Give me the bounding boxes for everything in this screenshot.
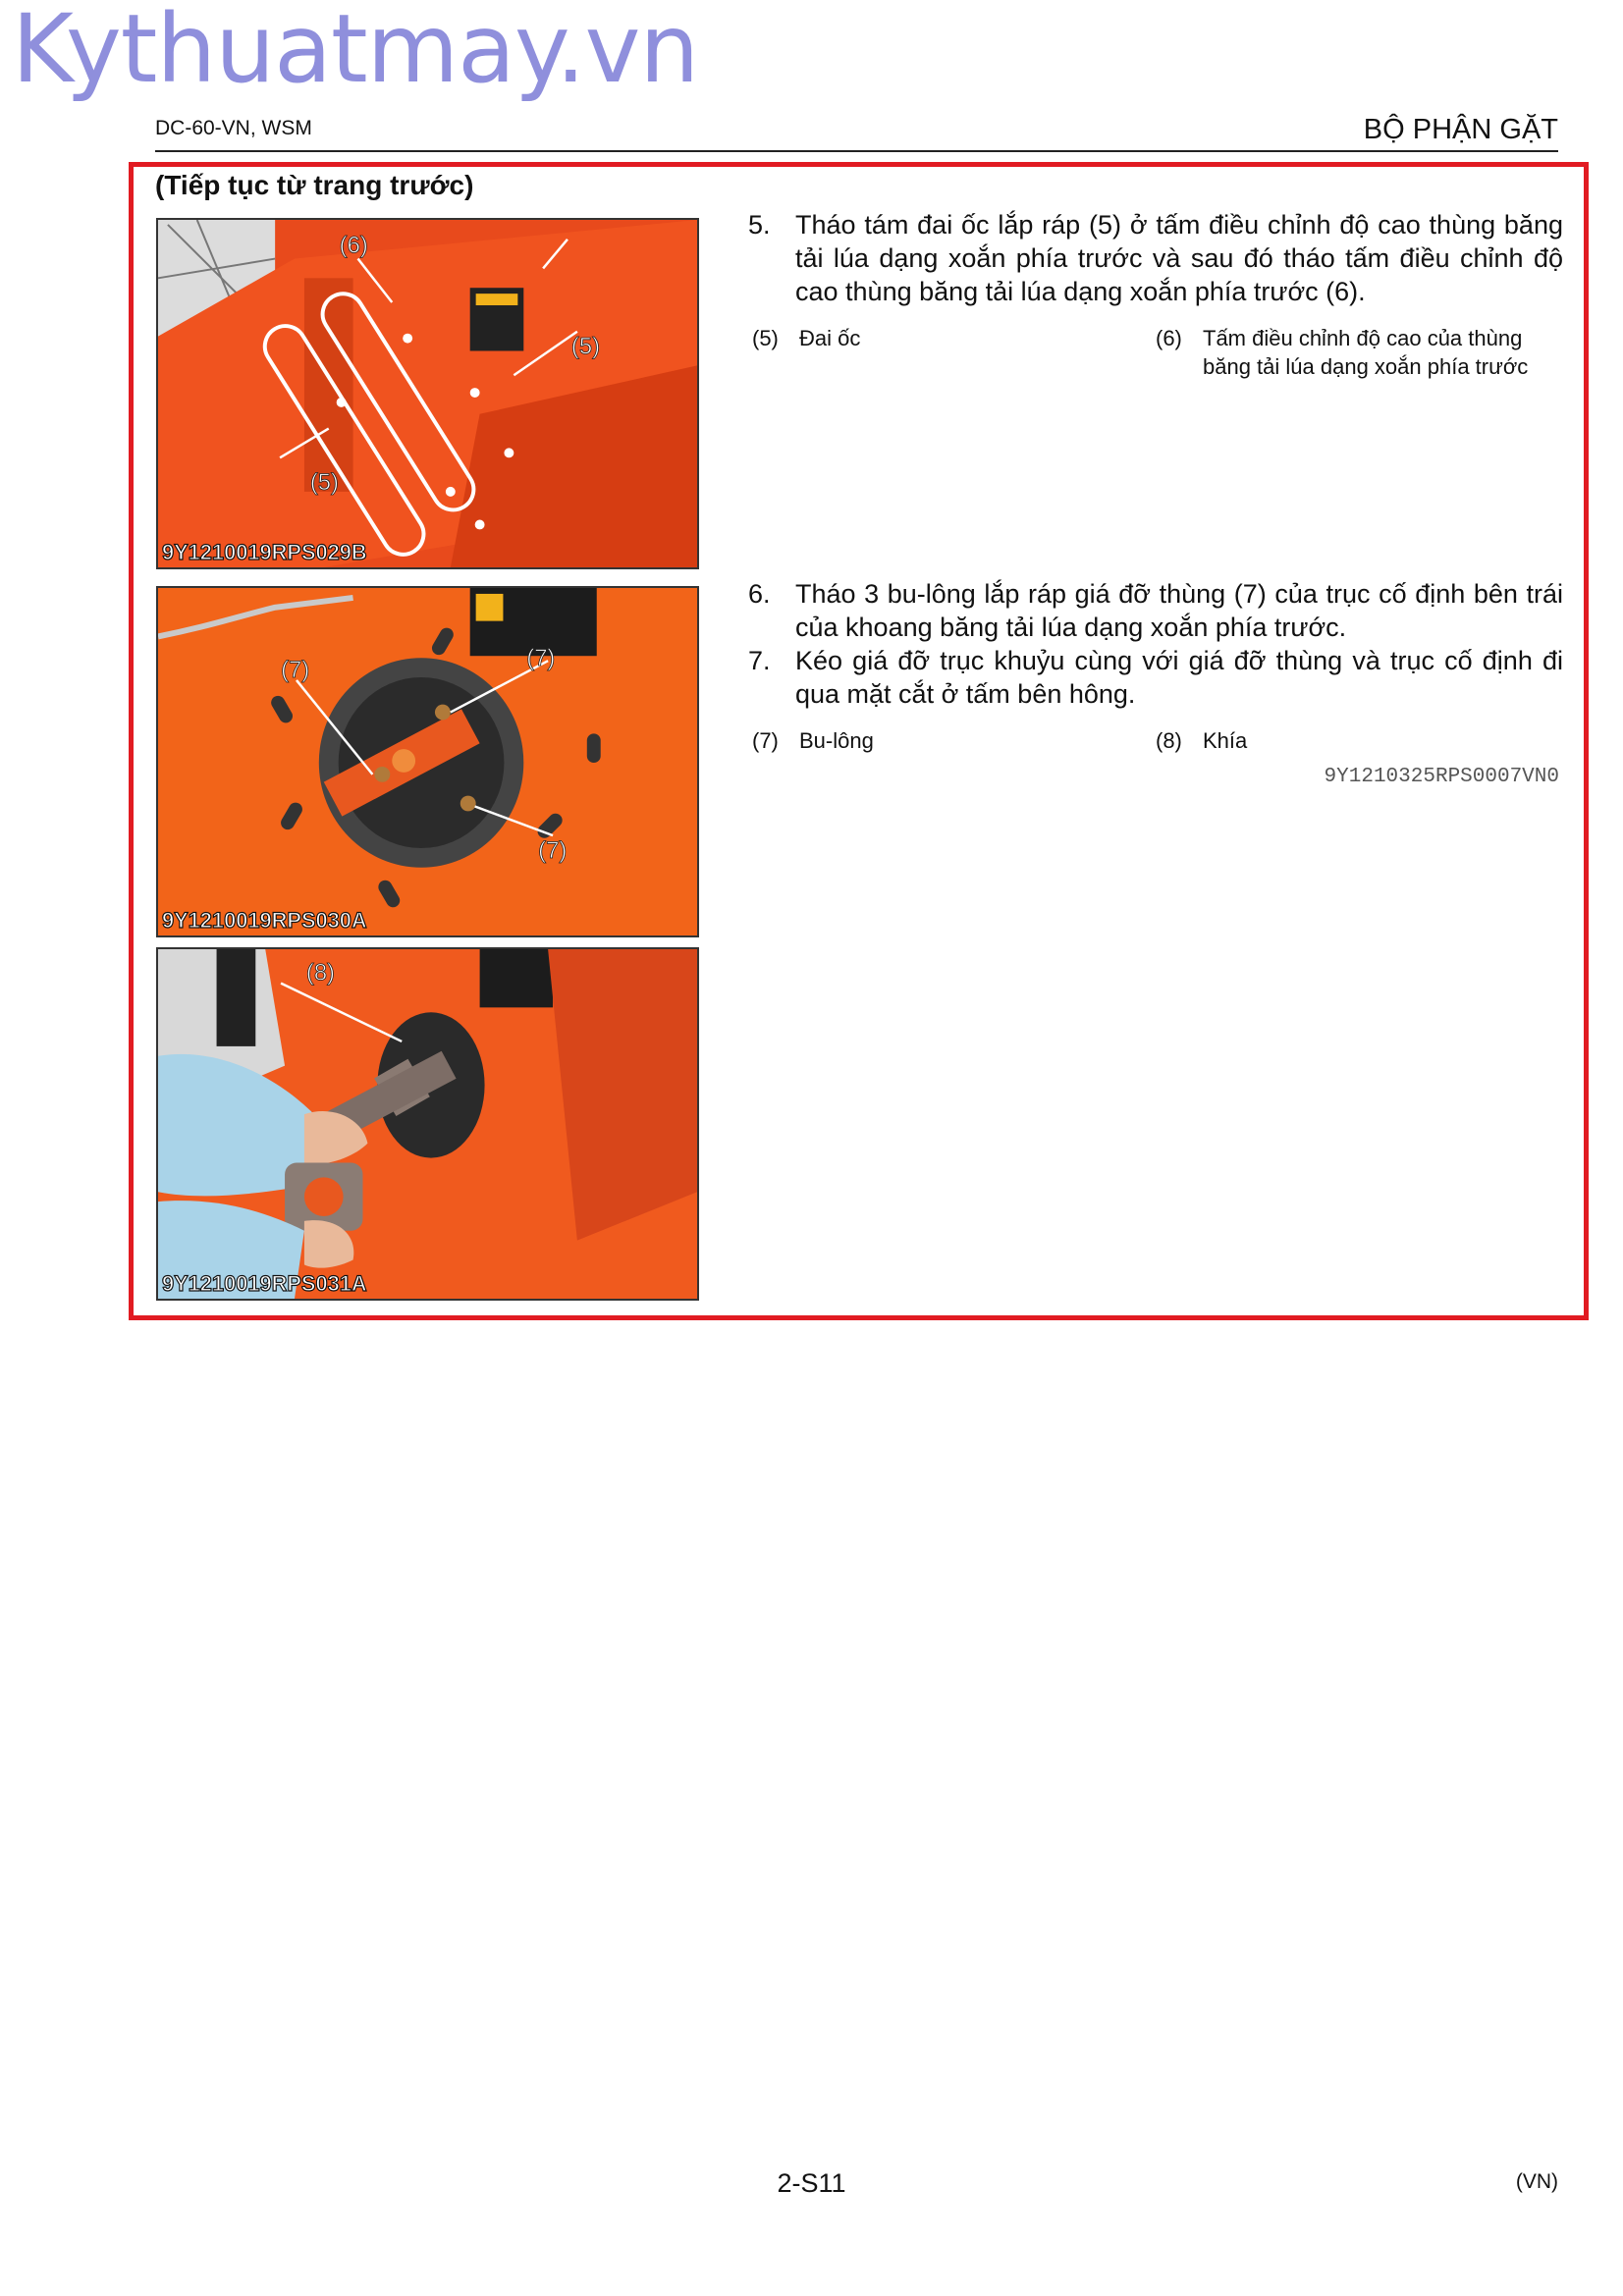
- callout-5-right: (5): [570, 333, 601, 360]
- step-7: [748, 644, 1563, 711]
- legend-key: (8): [1156, 728, 1182, 753]
- callout-6: (6): [339, 232, 368, 259]
- photo-figure-3: [156, 947, 699, 1301]
- legend-item-7: [752, 726, 1125, 755]
- step-text: Kéo giá đỡ trục khuỷu cùng với giá đỡ thùng và trục cố định đi qua mặt cắt ở tấm bên hông.: [795, 646, 1563, 709]
- photo-figure-1: [156, 218, 699, 569]
- photo-1-illustration: [158, 220, 697, 567]
- callout-7-bottom: (7): [538, 836, 568, 864]
- page-number: 2-S11: [777, 2168, 846, 2198]
- step-6: [748, 577, 1563, 644]
- step-number: 7.: [748, 646, 771, 675]
- header-rule: [155, 150, 1558, 152]
- legend-value: Tấm điều chỉnh độ cao của thùng băng tải lúa dạng xoắn phía trước: [1203, 326, 1529, 379]
- legend-key: (7): [752, 728, 779, 753]
- figure-code-2: 9Y1210019RPS030A: [161, 908, 367, 934]
- continued-note: (Tiếp tục từ trang trước): [155, 170, 474, 200]
- section-title: BỘ PHẬN GẶT: [1363, 114, 1558, 145]
- language-tag: (VN): [1515, 2170, 1558, 2193]
- photo-3-illustration: [158, 949, 697, 1299]
- legend-key: (5): [752, 326, 779, 350]
- legend-value: Khía: [1203, 728, 1248, 753]
- legend-value: Bu-lông: [799, 728, 874, 753]
- step-text: Tháo 3 bu-lông lắp ráp giá đỡ thùng (7) của trục cố định bên trái của khoang băng tải lúa dạng xoắn phía trước.: [795, 579, 1563, 642]
- photo-2-illustration: [158, 588, 697, 935]
- step-5: [748, 208, 1563, 308]
- figure-code-3: 9Y1210019RPS031A: [161, 1271, 367, 1297]
- callout-5-left: (5): [309, 468, 339, 496]
- legend-item-5: [752, 324, 1125, 352]
- callout-8: (8): [305, 959, 336, 987]
- callout-7-left: (7): [281, 657, 310, 683]
- photo-figure-2: [156, 586, 699, 937]
- step-number: 5.: [748, 210, 771, 240]
- legend-item-8: [1156, 726, 1558, 755]
- step-text: Tháo tám đai ốc lắp ráp (5) ở tấm điều chỉnh độ cao thùng băng tải lúa dạng xoắn phía trước và sau đó tháo tấm điều chỉnh độ cao thùng băng tải lúa dạng xoắn phía trước (6).: [795, 210, 1563, 306]
- legend-value: Đai ốc: [799, 326, 861, 350]
- figure-code-1: 9Y1210019RPS029B: [161, 540, 367, 565]
- legend-item-6: [1156, 324, 1558, 381]
- reference-code: 9Y1210325RPS0007VN0: [1324, 766, 1559, 788]
- legend-key: (6): [1156, 326, 1182, 350]
- watermark: Kythuatmay.vn: [12, 0, 699, 104]
- callout-7-top: (7): [526, 645, 556, 672]
- document-id: DC-60-VN, WSM: [155, 117, 312, 139]
- step-number: 6.: [748, 579, 771, 609]
